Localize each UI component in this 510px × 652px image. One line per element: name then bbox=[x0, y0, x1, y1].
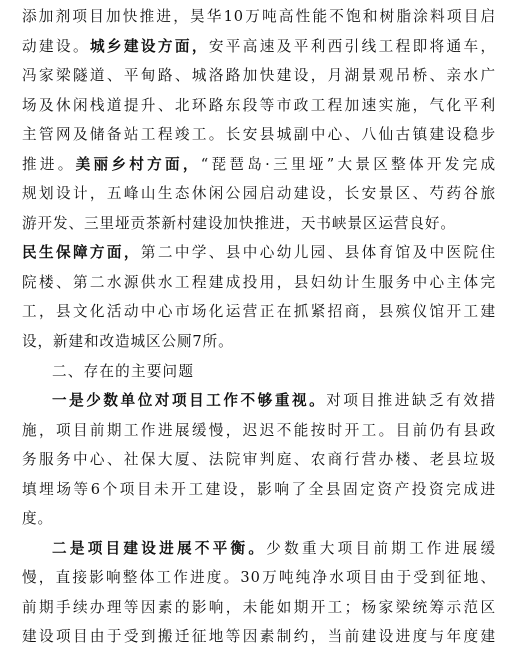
text-run: 第二中学、县中心幼儿园、县体育馆及中医院住 bbox=[140, 244, 496, 262]
text-run: 规划设计，五峰山生态休闲公园启动建设，长安景区、芍药谷旅 bbox=[22, 185, 496, 203]
text-run: 场及休闲栈道提升、北环路东段等市政工程加速实施，气化平利 bbox=[22, 96, 496, 114]
text-run: 二、存在的主要问题 bbox=[52, 362, 195, 380]
text-run: 添加剂项目加快推进，昊华10万吨高性能不饱和树脂涂料项目启 bbox=[22, 8, 496, 25]
text-line bbox=[22, 32, 496, 62]
text-line bbox=[22, 593, 496, 623]
text-run: “琵琶岛·三里垭”大景区整体开发完成 bbox=[200, 155, 496, 173]
text-run: 建设项目由于受到搬迁征地等因素制约，当前建设进度与年度建 bbox=[22, 628, 496, 646]
text-line bbox=[22, 91, 496, 121]
text-line bbox=[22, 209, 496, 239]
section-heading bbox=[22, 357, 496, 387]
text-line bbox=[22, 475, 496, 505]
text-line bbox=[22, 563, 496, 593]
text-line bbox=[22, 327, 496, 357]
text-run: 填埋场等6个项目未开工建设，影响了全县固定资产投资完成进 bbox=[22, 480, 496, 498]
bold-phrase: 二是项目建设进展不平衡。 bbox=[52, 539, 267, 557]
bold-phrase: 城乡建设方面， bbox=[89, 37, 209, 55]
text-line bbox=[22, 2, 496, 32]
bold-phrase: 一是少数单位对项目工作不够重视。 bbox=[52, 392, 327, 410]
text-run: 冯家梁隧道、平甸路、城洛路加快建设，月湖景观吊桥、亲水广 bbox=[22, 67, 496, 85]
document-body bbox=[22, 2, 496, 652]
text-run: 工，县文化活动中心市场化运营正在抓紧招商，县殡仪馆开工建 bbox=[22, 303, 496, 321]
text-run: 前期手续办理等因素的影响，未能如期开工；杨家梁统筹示范区 bbox=[22, 598, 496, 616]
text-run: 慢，直接影响整体工作进度。30万吨纯净水项目由于受到征地、 bbox=[22, 569, 496, 587]
text-line bbox=[22, 61, 496, 91]
text-line bbox=[22, 150, 496, 180]
text-line bbox=[22, 416, 496, 446]
text-run: 施，项目前期工作进展缓慢，迟迟不能按时开工。目前仍有县政 bbox=[22, 421, 496, 439]
text-line bbox=[22, 622, 496, 652]
text-run: 游开发、三里垭贡茶新村建设加快推进，天书峡景区运营良好。 bbox=[22, 214, 456, 232]
text-run: 设，新建和改造城区公厕7所。 bbox=[22, 333, 234, 351]
text-line bbox=[22, 445, 496, 475]
text-line bbox=[22, 179, 496, 209]
text-line bbox=[22, 238, 496, 268]
text-run: 度。 bbox=[22, 510, 53, 528]
text-run: 推进。 bbox=[22, 155, 76, 173]
text-run: 对项目推进缺乏有效措 bbox=[326, 392, 496, 410]
text-run: 主管网及储备站工程竣工。长安县城副中心、八仙古镇建设稳步 bbox=[22, 126, 496, 144]
bold-phrase: 美丽乡村方面， bbox=[75, 155, 201, 173]
text-line bbox=[22, 386, 496, 416]
text-run: 动建设。 bbox=[22, 37, 90, 55]
text-line bbox=[22, 297, 496, 327]
text-line bbox=[22, 534, 496, 564]
text-line bbox=[22, 120, 496, 150]
text-run: 院楼、第二水源供水工程建成投用，县妇幼计生服务中心主体完 bbox=[22, 273, 496, 291]
text-run: 务服务中心、社保大厦、法院审判庭、农商行营办楼、老县垃圾 bbox=[22, 451, 496, 469]
text-line bbox=[22, 504, 496, 534]
text-run: 安平高速及平利西引线工程即将通车， bbox=[208, 37, 496, 55]
text-line bbox=[22, 268, 496, 298]
text-run: 少数重大项目前期工作进展缓 bbox=[266, 539, 496, 557]
bold-phrase: 民生保障方面， bbox=[22, 244, 141, 262]
